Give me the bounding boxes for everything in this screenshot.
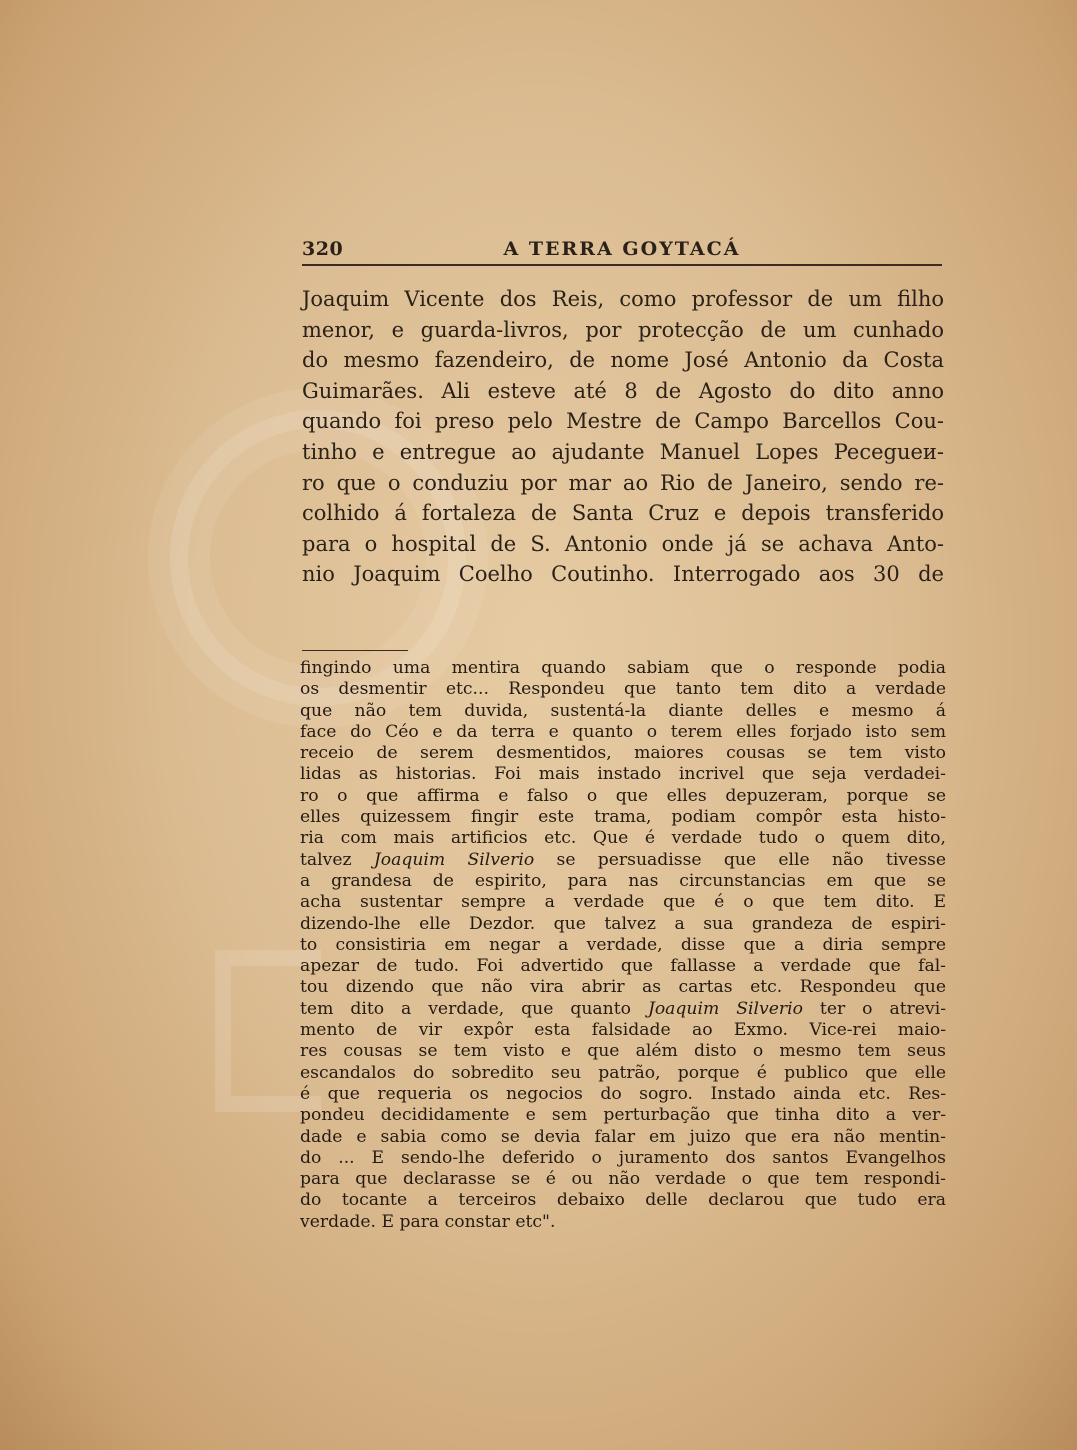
body-line: Joaquim Vicente dos Reis, como professor de um filho — [302, 287, 944, 311]
body-line: Guimarães. Ali esteve até 8 de Agosto do dito anno — [302, 378, 944, 403]
footnote-line: verdade. E para constar etc". — [300, 1211, 556, 1232]
footnote-line: receio de serem desmentidos, maiores cousas se tem visto — [300, 743, 946, 764]
footnote-italic-name: Joaquim Silverio — [647, 998, 803, 1019]
footnote-rule — [302, 650, 408, 651]
footnote-fragment: talvez — [300, 849, 352, 870]
footnote-fragment: tem dito a verdade, que quanto — [300, 998, 631, 1019]
footnote-line: escandalos do sobredito seu patrão, porque é publico que elle — [300, 1062, 946, 1083]
footnote-line: para que declarasse se é ou não verdade o que tem respondi- — [300, 1169, 946, 1190]
footnote-line: elles quizessem fingir este trama, podiam compôr esta histo- — [300, 807, 946, 828]
footnote-line: lidas as historias. Foi mais instado incrivel que seja verdadei- — [300, 764, 946, 785]
body-line: tinho e entregue ao ajudante Manuel Lopes Pecegueи- — [302, 439, 944, 464]
footnote-line-mixed — [300, 999, 946, 1020]
footnote-line: é que requeria os negocios do sogro. Instado ainda etc. Res- — [300, 1083, 946, 1104]
body-line: do mesmo fazendeiro, de nome José Antonio da Costa — [302, 348, 944, 373]
footnote-fragment: se persuadisse que elle não tivesse — [556, 849, 947, 870]
footnote-line: ro o que affirma e falso o que elles depuzeram, porque se — [300, 785, 946, 806]
footnote-line: do tocante a terceiros debaixo delle declarou que tudo era — [300, 1190, 946, 1211]
footnote-line: os desmentir etc... Respondeu que tanto tem dito a verdade — [300, 679, 946, 700]
body-line: menor, e guarda-livros, por protecção de um cunhado — [302, 317, 944, 342]
page-header — [302, 236, 942, 266]
footnote-line: res cousas se tem visto e que além disto o mesmo tem seus — [300, 1041, 946, 1062]
body-line: para o hospital de S. Antonio onde já se achava Anto- — [302, 531, 944, 556]
footnote-line: que não tem duvida, sustentá-la diante delles e mesmo á — [300, 700, 946, 721]
body-line: quando foi preso pelo Mestre de Campo Barcellos Cou- — [302, 409, 944, 434]
page-number: 320 — [302, 238, 344, 260]
footnote-text — [300, 658, 946, 1233]
footnote-fragment: ter o atrevi- — [819, 998, 946, 1019]
footnote-line: do ... E sendo-lhe deferido o juramento dos santos Evangelhos — [300, 1147, 946, 1168]
footnote-line-mixed — [300, 850, 946, 871]
footnote-italic-name: Joaquim Silverio — [373, 849, 535, 870]
footnote-line: ria com mais artificios etc. Que é verdade tudo o quem dito, — [300, 828, 946, 849]
footnote-line: a grandesa de espirito, para nas circunstancias em que se — [300, 870, 946, 891]
footnote-line: apezar de tudo. Foi advertido que fallasse a verdade que fal- — [300, 956, 946, 977]
body-line: colhido á fortaleza de Santa Cruz e depois transferido — [302, 501, 944, 526]
footnote-line: tou dizendo que não vira abrir as cartas etc. Respondeu que — [300, 977, 946, 998]
footnote-line: face do Céo e da terra e quanto o terem elles forjado isto sem — [300, 721, 946, 742]
body-line: nio Joaquim Coelho Coutinho. Interrogado aos 30 de — [302, 562, 944, 587]
footnote-line: acha sustentar sempre a verdade que é o que tem dito. E — [300, 892, 946, 913]
footnote-line: pondeu decididamente e sem perturbação que tinha dito a ver- — [300, 1105, 946, 1126]
footnote-line: mento de vir expôr esta falsidade ao Exmo. Vice-rei maio- — [300, 1020, 946, 1041]
footnote-line: dade e sabia como se devia falar em juizo que era não mentin- — [300, 1126, 946, 1147]
body-text — [302, 284, 944, 590]
footnote-line: dizendo-lhe elle Dezdor. que talvez a sua grandeza de espiri- — [300, 913, 946, 934]
footnote-line: to consistiria em negar a verdade, disse que a diria sempre — [300, 934, 946, 955]
footnote-line: fingindo uma mentira quando sabiam que o responde podia — [300, 658, 946, 678]
body-line: ro que o conduziu por mar ao Rio de Janeiro, sendo re- — [302, 470, 944, 495]
running-title: A TERRA GOYTACÁ — [503, 238, 741, 260]
